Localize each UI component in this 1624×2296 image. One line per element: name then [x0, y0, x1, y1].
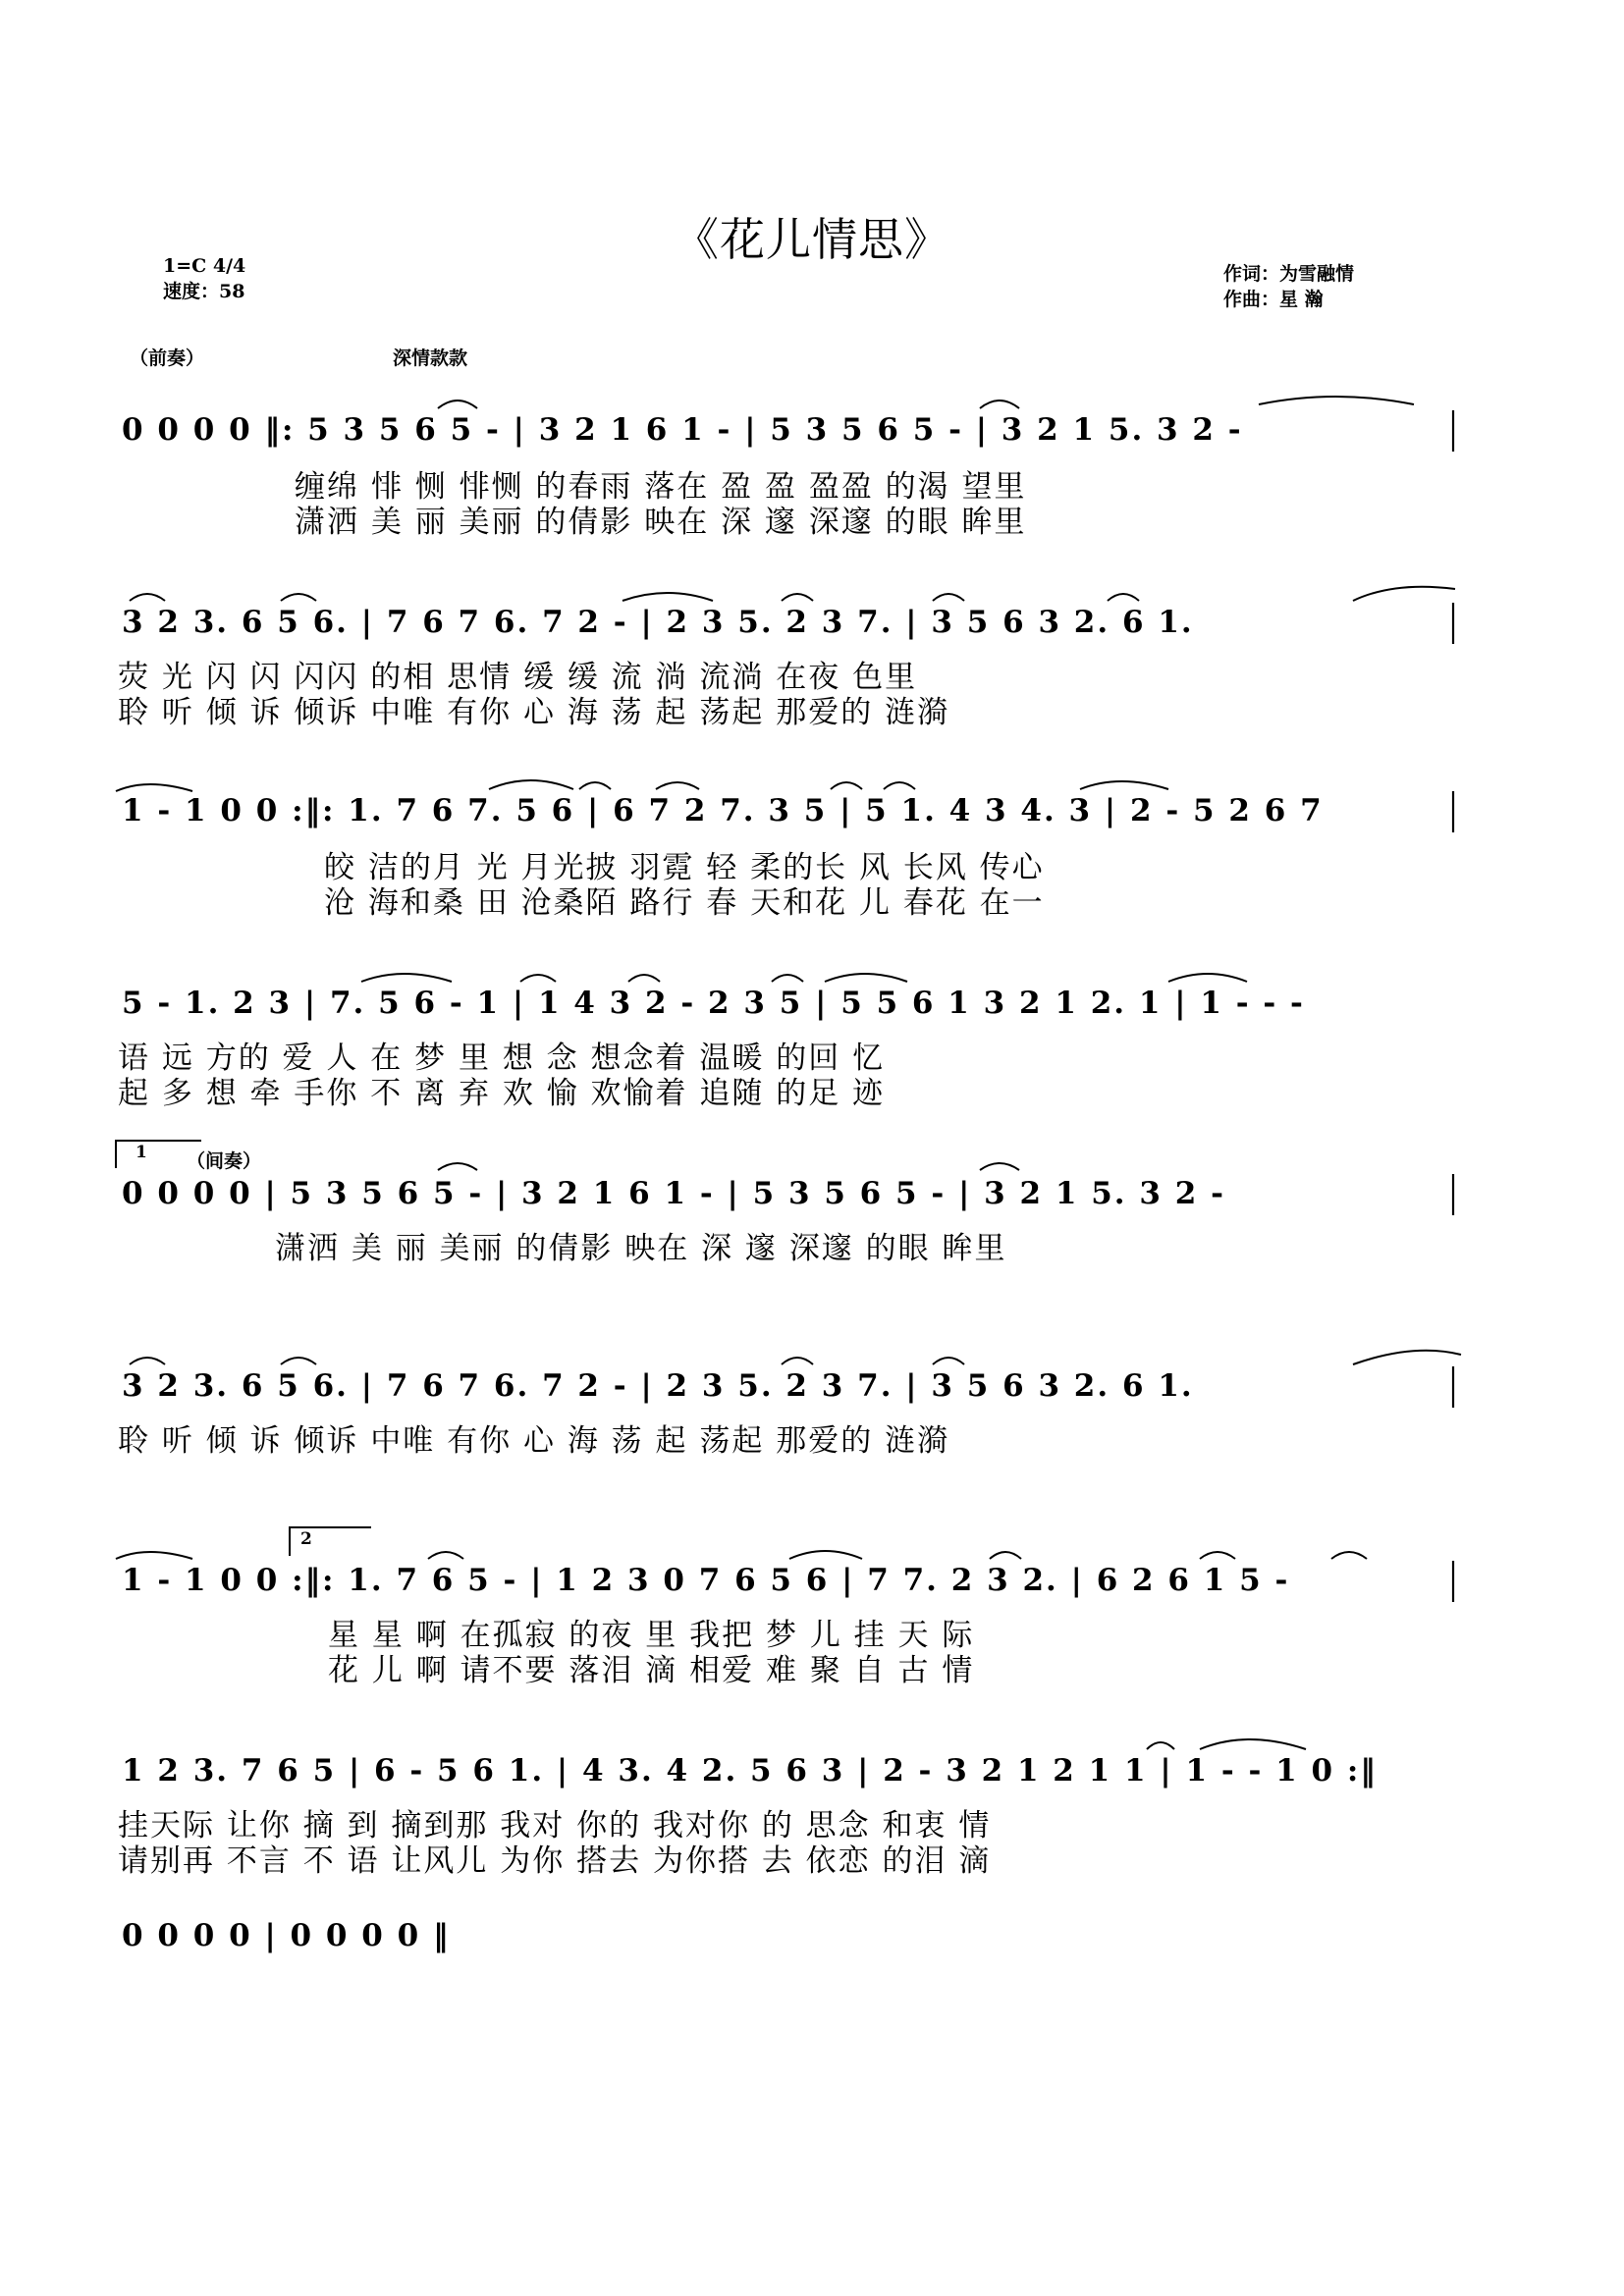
ending-1-number: 1: [135, 1143, 147, 1162]
notation-row-4: 5 - 1. 2 3 | 7. 5 6 - 1 | 1 4 3 2 - 2 3 5 | 5 5 6 1 3 2 1 2. 1 | 1 - - -: [122, 986, 1305, 1021]
ending-1-bracket: [116, 1141, 201, 1168]
tempo: 速度：58: [163, 281, 245, 302]
interlude-label: （间奏）: [187, 1150, 262, 1172]
lyric-row-7-verse-1: 星 星 啊 在孤寂 的夜 里 我把 梦 儿 挂 天 际: [328, 1618, 975, 1653]
ending-2-number: 2: [300, 1529, 312, 1549]
notation-row-2: 3 2 3. 6 5 6. | 7 6 7 6. 7 2 - | 2 3 5. 2 3 7. | 3 5 6 3 2. 6 1.: [122, 605, 1194, 640]
lyricist: 作词：为雪融情: [1223, 263, 1355, 285]
ending-2-bracket: [290, 1527, 371, 1556]
key-signature: 1=C 4/4: [163, 255, 246, 277]
song-title: 《花儿情思》: [674, 213, 950, 266]
notation-row-8: 1 2 3. 7 6 5 | 6 - 5 6 1. | 4 3. 4 2. 5 6 3 | 2 - 3 2 1 2 1 1 | 1 - - 1 0 :‖: [122, 1753, 1378, 1789]
lyric-row-8-verse-1: 挂天际 让你 摘 到 摘到那 我对 你的 我对你 的 思念 和衷 情: [118, 1808, 992, 1843]
prelude-label: （前奏）: [130, 347, 205, 369]
lyric-row-2-verse-2: 聆 听 倾 诉 倾诉 中唯 有你 心 海 荡 起 荡起 那爱的 涟漪: [118, 695, 950, 730]
notation-row-9: 0 0 0 0 | 0 0 0 0 ‖: [122, 1918, 451, 1953]
lyric-row-8-verse-2: 请别再 不言 不 语 让风儿 为你 搭去 为你搭 去 依恋 的泪 滴: [118, 1843, 992, 1879]
notation-row-6: 3 2 3. 6 5 6. | 7 6 7 6. 7 2 - | 2 3 5. 2 3 7. | 3 5 6 3 2. 6 1.: [122, 1368, 1194, 1404]
composer: 作曲：星 瀚: [1223, 289, 1324, 310]
expression-mark: 深情款款: [393, 347, 468, 369]
lyric-row-4-verse-2: 起 多 想 牵 手你 不 离 弃 欢 愉 欢愉着 追随 的足 迹: [118, 1076, 886, 1111]
notation-row-5: 0 0 0 0 | 5 3 5 6 5 - | 3 2 1 6 1 - | 5 3 5 6 5 - | 3 2 1 5. 3 2 -: [122, 1176, 1225, 1211]
lyric-row-1-verse-2: 潇洒 美 丽 美丽 的倩影 映在 深 邃 深邃 的眼 眸里: [295, 505, 1027, 540]
notation-row-3: 1 - 1 0 0 :‖: 1. 7 6 7. 5 6 | 6 7 2 7. 3 5 | 5 1. 4 3 4. 3 | 2 - 5 2 6 7: [122, 793, 1324, 828]
notation-row-7: 1 - 1 0 0 :‖: 1. 7 6 5 - | 1 2 3 0 7 6 5 6 | 7 7. 2 3 2. | 6 2 6 1 5 -: [122, 1563, 1290, 1598]
lyric-row-6-verse-1: 聆 听 倾 诉 倾诉 中唯 有你 心 海 荡 起 荡起 那爱的 涟漪: [118, 1423, 950, 1459]
lyric-row-2-verse-1: 荧 光 闪 闪 闪闪 的相 思情 缓 缓 流 淌 流淌 在夜 色里: [118, 660, 918, 695]
lyric-row-7-verse-2: 花 儿 啊 请不要 落泪 滴 相爱 难 聚 自 古 情: [328, 1653, 975, 1688]
lyric-row-1-verse-1: 缠绵 悱 恻 悱恻 的春雨 落在 盈 盈 盈盈 的渴 望里: [295, 469, 1027, 505]
lyric-row-4-verse-1: 语 远 方的 爱 人 在 梦 里 想 念 想念着 温暖 的回 忆: [118, 1041, 886, 1076]
lyric-row-3-verse-2: 沧 海和桑 田 沧桑陌 路行 春 天和花 儿 春花 在一: [324, 885, 1045, 921]
notation-row-1: 0 0 0 0 ‖: 5 3 5 6 5 - | 3 2 1 6 1 - | 5 3 5 6 5 - | 3 2 1 5. 3 2 -: [122, 412, 1243, 448]
lyric-row-3-verse-1: 皎 洁的月 光 月光披 羽霓 轻 柔的长 风 长风 传心: [324, 850, 1045, 885]
lyric-row-5-verse-1: 潇洒 美 丽 美丽 的倩影 映在 深 邃 深邃 的眼 眸里: [275, 1231, 1007, 1266]
